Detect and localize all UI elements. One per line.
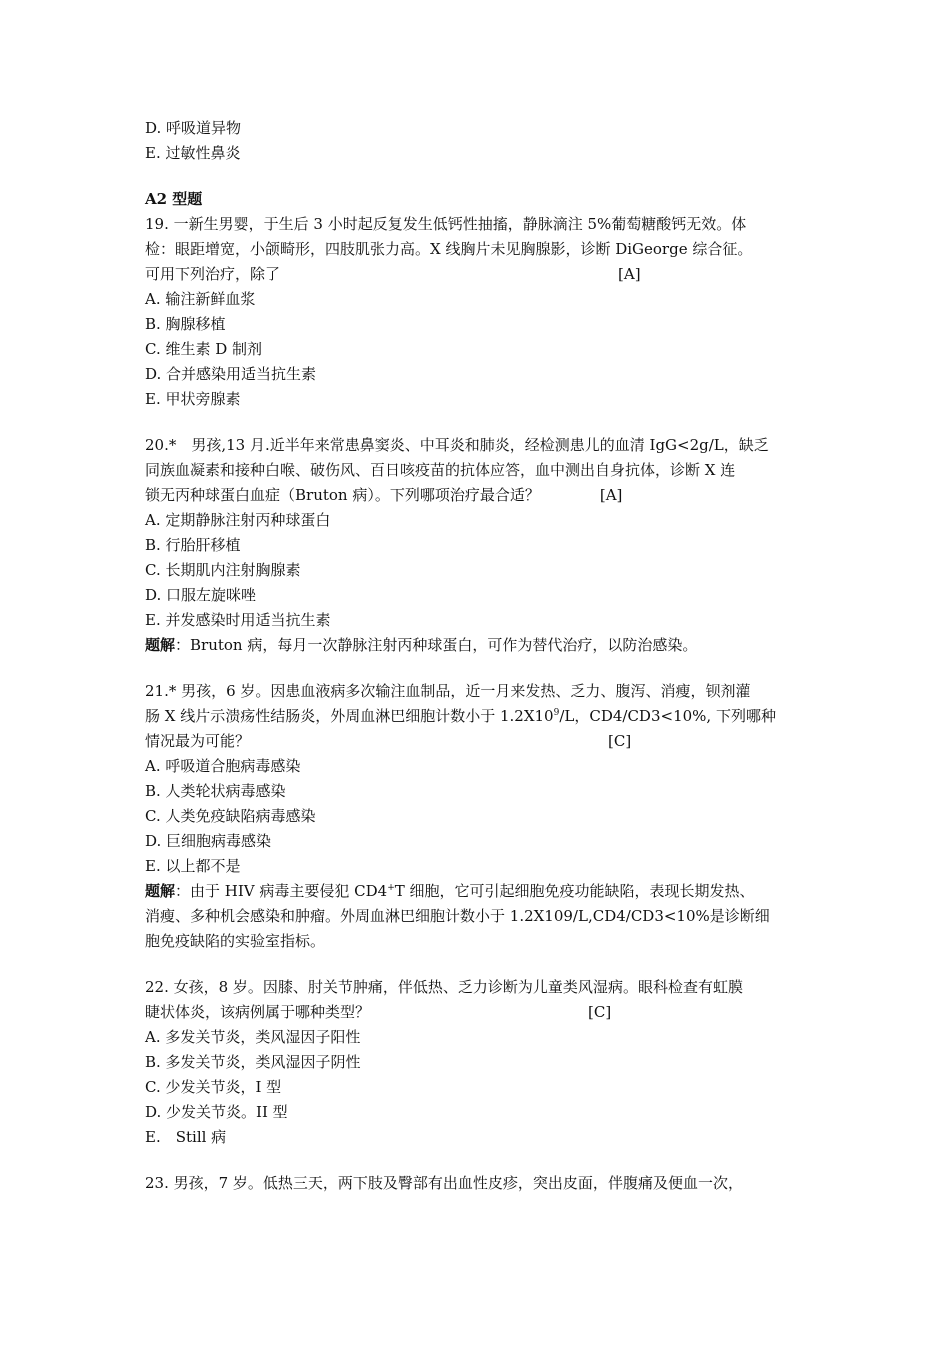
question-22	[145, 975, 813, 1150]
question-text: 睫状体炎，该病例属于哪种类型？	[145, 1003, 371, 1021]
question-21	[145, 679, 813, 954]
explanation-text: ：Bruton 病，每月一次静脉注射丙种球蛋白，可作为替代治疗，以防治感染。	[175, 636, 698, 654]
question-19	[145, 212, 813, 412]
option-c: C. 少发关节炎，I 型	[145, 1078, 282, 1096]
option-b: B. 胸腺移植	[145, 315, 226, 333]
option-e: E. 过敏性鼻炎	[145, 144, 241, 162]
question-text: 情况最为可能？	[145, 732, 251, 750]
answer-key: [A]	[599, 486, 623, 504]
question-text: 22. 女孩，8 岁。因膝、肘关节肿痛，伴低热、乏力诊断为儿童类风湿病。眼科检查有虹膜	[145, 978, 743, 996]
option-d: D. 口服左旋咪唑	[145, 586, 257, 604]
document-body	[145, 116, 813, 1196]
option-c: C. 长期肌内注射胸腺素	[145, 561, 301, 579]
explanation-text: 消瘦、多种机会感染和肿瘤。外周血淋巴细胞计数小于 1.2X109/L,CD4/CD3<10%是诊断细	[145, 907, 770, 925]
option-e: E. Still 病	[145, 1128, 227, 1146]
question-text: 23. 男孩，7 岁。低热三天，两下肢及臀部有出血性皮疹，突出皮面，伴腹痛及便血一次，	[145, 1174, 743, 1192]
question-20	[145, 433, 813, 658]
explanation-label: 题解	[145, 636, 176, 654]
explanation: 题解：由于 HIV 病毒主要侵犯 CD4+T 细胞，它可引起细胞免疫功能缺陷，表现长期发热、	[145, 882, 755, 900]
option-e: E. 并发感染时用适当抗生素	[145, 611, 331, 629]
option-c: C. 人类免疫缺陷病毒感染	[145, 807, 316, 825]
option-b: B. 多发关节炎，类风湿因子阴性	[145, 1053, 361, 1071]
explanation	[145, 633, 813, 658]
option-a: A. 呼吸道合胞病毒感染	[145, 757, 301, 775]
question-text: 同族血凝素和接种白喉、破伤风、百日咳疫苗的抗体应答，血中测出自身抗体，诊断 X 连	[145, 461, 736, 479]
option-e: E. 甲状旁腺素	[145, 390, 241, 408]
question-text: 肠 X 线片示溃疡性结肠炎，外周血淋巴细胞计数小于 $1.2X10^9/L$，CD4/CD3<10%, 下列哪种	[145, 707, 776, 725]
option-a: A. 定期静脉注射丙种球蛋白	[145, 511, 331, 529]
explanation-text: 胞免疫缺陷的实验室指标。	[145, 932, 326, 950]
question-text: 检：眼距增宽，小颌畸形，四肢肌张力高。X 线胸片未见胸腺影，诊断 DiGeorge 综合征。	[145, 240, 753, 258]
option-d: D. 少发关节炎。II 型	[145, 1103, 288, 1121]
section-heading: A2 型题	[145, 190, 203, 208]
answer-key: [A]	[618, 265, 641, 283]
answer-key: [C]	[608, 732, 632, 750]
question-text: 可用下列治疗，除了	[145, 265, 281, 283]
question-text: 20.* 男孩,13 月.近半年来常患鼻窦炎、中耳炎和肺炎，经检测患儿的血清 IgG<2g/L，缺乏	[145, 436, 769, 454]
option-c: C. 维生素 D 制剂	[145, 340, 263, 358]
option-d: D. 巨细胞病毒感染	[145, 832, 272, 850]
option-d: D. 合并感染用适当抗生素	[145, 365, 317, 383]
question-text: 19. 一新生男婴，于生后 3 小时起反复发生低钙性抽搐，静脉滴注 5%葡萄糖酸钙无效。体	[145, 215, 747, 233]
explanation-label: 题解	[145, 882, 176, 900]
option-a: A. 输注新鲜血浆	[145, 290, 256, 308]
question-23	[145, 1171, 813, 1196]
option-b: B. 人类轮状病毒感染	[145, 782, 286, 800]
option-b: B. 行胎肝移植	[145, 536, 241, 554]
option-a: A. 多发关节炎，类风湿因子阳性	[145, 1028, 361, 1046]
question-text: 21.* 男孩，6 岁。因患血液病多次输注血制品，近一月来发热、乏力、腹泻、消瘦，钡剂灌	[145, 682, 751, 700]
option-d: D. 呼吸道异物	[145, 119, 242, 137]
option-e: E. 以上都不是	[145, 857, 241, 875]
answer-key: [C]	[588, 1003, 612, 1021]
question-text: 锁无丙种球蛋白血症（Bruton 病）。下列哪项治疗最合适？	[145, 486, 540, 504]
